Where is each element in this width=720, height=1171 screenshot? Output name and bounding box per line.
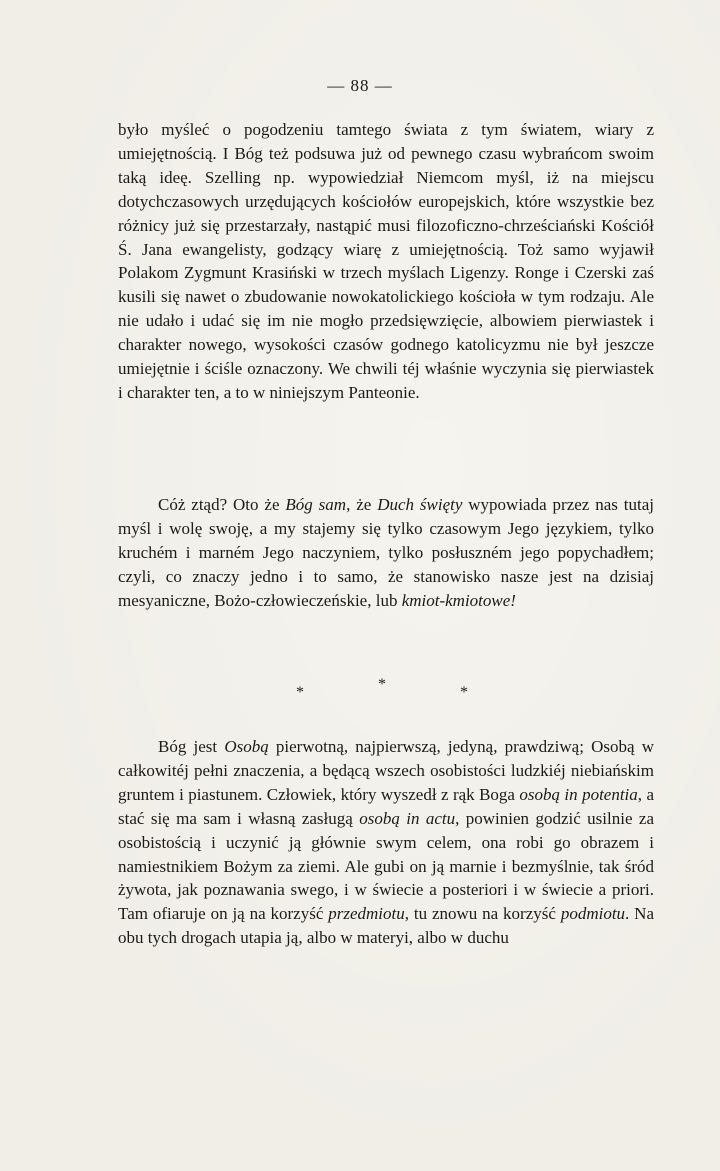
italic-text-run: podmiotu xyxy=(560,904,626,924)
separator-star: * xyxy=(460,684,468,701)
text-run: było myśleć o pogodzeniu tamtego świata z tym światem, wiary z umiejętnością. I Bóg też podsuwa już od pewnego czasu wybrańcom swoim taką ideę. Szelling np. wypowiedział Niemcom myśl, iż na miejscu dotychczasowych urzędujących kościołów europejskich, które wszystkie bez różnicy już się przestarzały, nastąpić musi filozoficzno-chrześciański Kościół Ś. Jana ewangelisty, godzący wiarę z umiejętnością. Toż samo wyjawił Polakom Zygmunt Krasiński w trzech myślach Ligenzy. Ronge i Czerski zaś kusili się nawet o zbudowanie nowokatolickiego kościoła w tym rodzaju. Ale nie udało i udać się im nie mogło przedsięwzięcie, albowiem pierwiastek i charakter nowego, wysokości czasów godnego katolicyzmu nie był jeszcze umiejętnie i ściśle oznaczony. We chwili téj właśnie wyczynia się pierwiastek i charakter ten, a to w niniejszym Panteonie. xyxy=(118,120,654,402)
paragraph-3 xyxy=(118,735,654,950)
italic-text-run: Duch święty xyxy=(377,495,463,514)
separator-star: * xyxy=(296,684,304,701)
paragraph-2-text xyxy=(118,493,654,613)
text-run: Cóż ztąd? Oto że xyxy=(158,495,286,514)
italic-text-run: Osobą xyxy=(224,737,269,756)
section-separator xyxy=(0,676,720,700)
italic-text-run: kmiot-kmiotowe! xyxy=(401,590,516,610)
italic-text-run: przedmiotu xyxy=(328,904,405,924)
page-number: — 88 — xyxy=(327,76,393,95)
text-run: wypowiada przez nas tutaj myśl i wolę swoję, a my stajemy się tylko czasowym Jego językiem, tylko kruchém i marném Jego naczyniem, tylko posłuszném jego popychadłem; czyli, co znaczy jedno i to samo, że stanowisko nasze jest na dzisiaj mesyaniczne, Bożo-człowieczeńskie, lub xyxy=(118,495,654,610)
italic-text-run: osobą in potentia xyxy=(519,784,638,804)
separator-star: * xyxy=(378,676,386,693)
text-run: . Na obu tych drogach utapia ją, albo w materyi, albo w duchu xyxy=(118,904,654,948)
paragraph-3-text xyxy=(118,735,654,950)
text-run: , że xyxy=(346,495,378,514)
text-run: , powinien godzić usilnie za osobistością i uczynić ją głównie swym celem, ona robi go obrazem i namiestnikiem Bożym za ziemi. Ale gubi on ją marnie i bezmyślnie, tak śród żywota, jak poznawania swego, i w świecie a posteriori i w świecie a priori. Tam ofiaruje on ją na korzyść xyxy=(118,808,654,924)
italic-text-run: osobą in actu xyxy=(359,808,456,828)
text-run: , a stać się ma sam i własną zasługą xyxy=(118,784,654,828)
paragraph-1-text xyxy=(118,118,654,405)
paragraph-1 xyxy=(118,118,654,405)
italic-text-run: Bóg sam xyxy=(285,495,347,514)
paragraph-2 xyxy=(118,493,654,613)
text-run: pierwotną, najpierwszą, jedyną, prawdziwą; Osobą w całkowitéj pełni znaczenia, a będącą wszech osobistości ludzkiéj niebiańskim gruntem i piastunem. Człowiek, który wyszedł z rąk Boga xyxy=(118,737,655,804)
text-run: , tu znowu na korzyść xyxy=(404,904,561,924)
text-run: Bóg jest xyxy=(158,737,225,756)
